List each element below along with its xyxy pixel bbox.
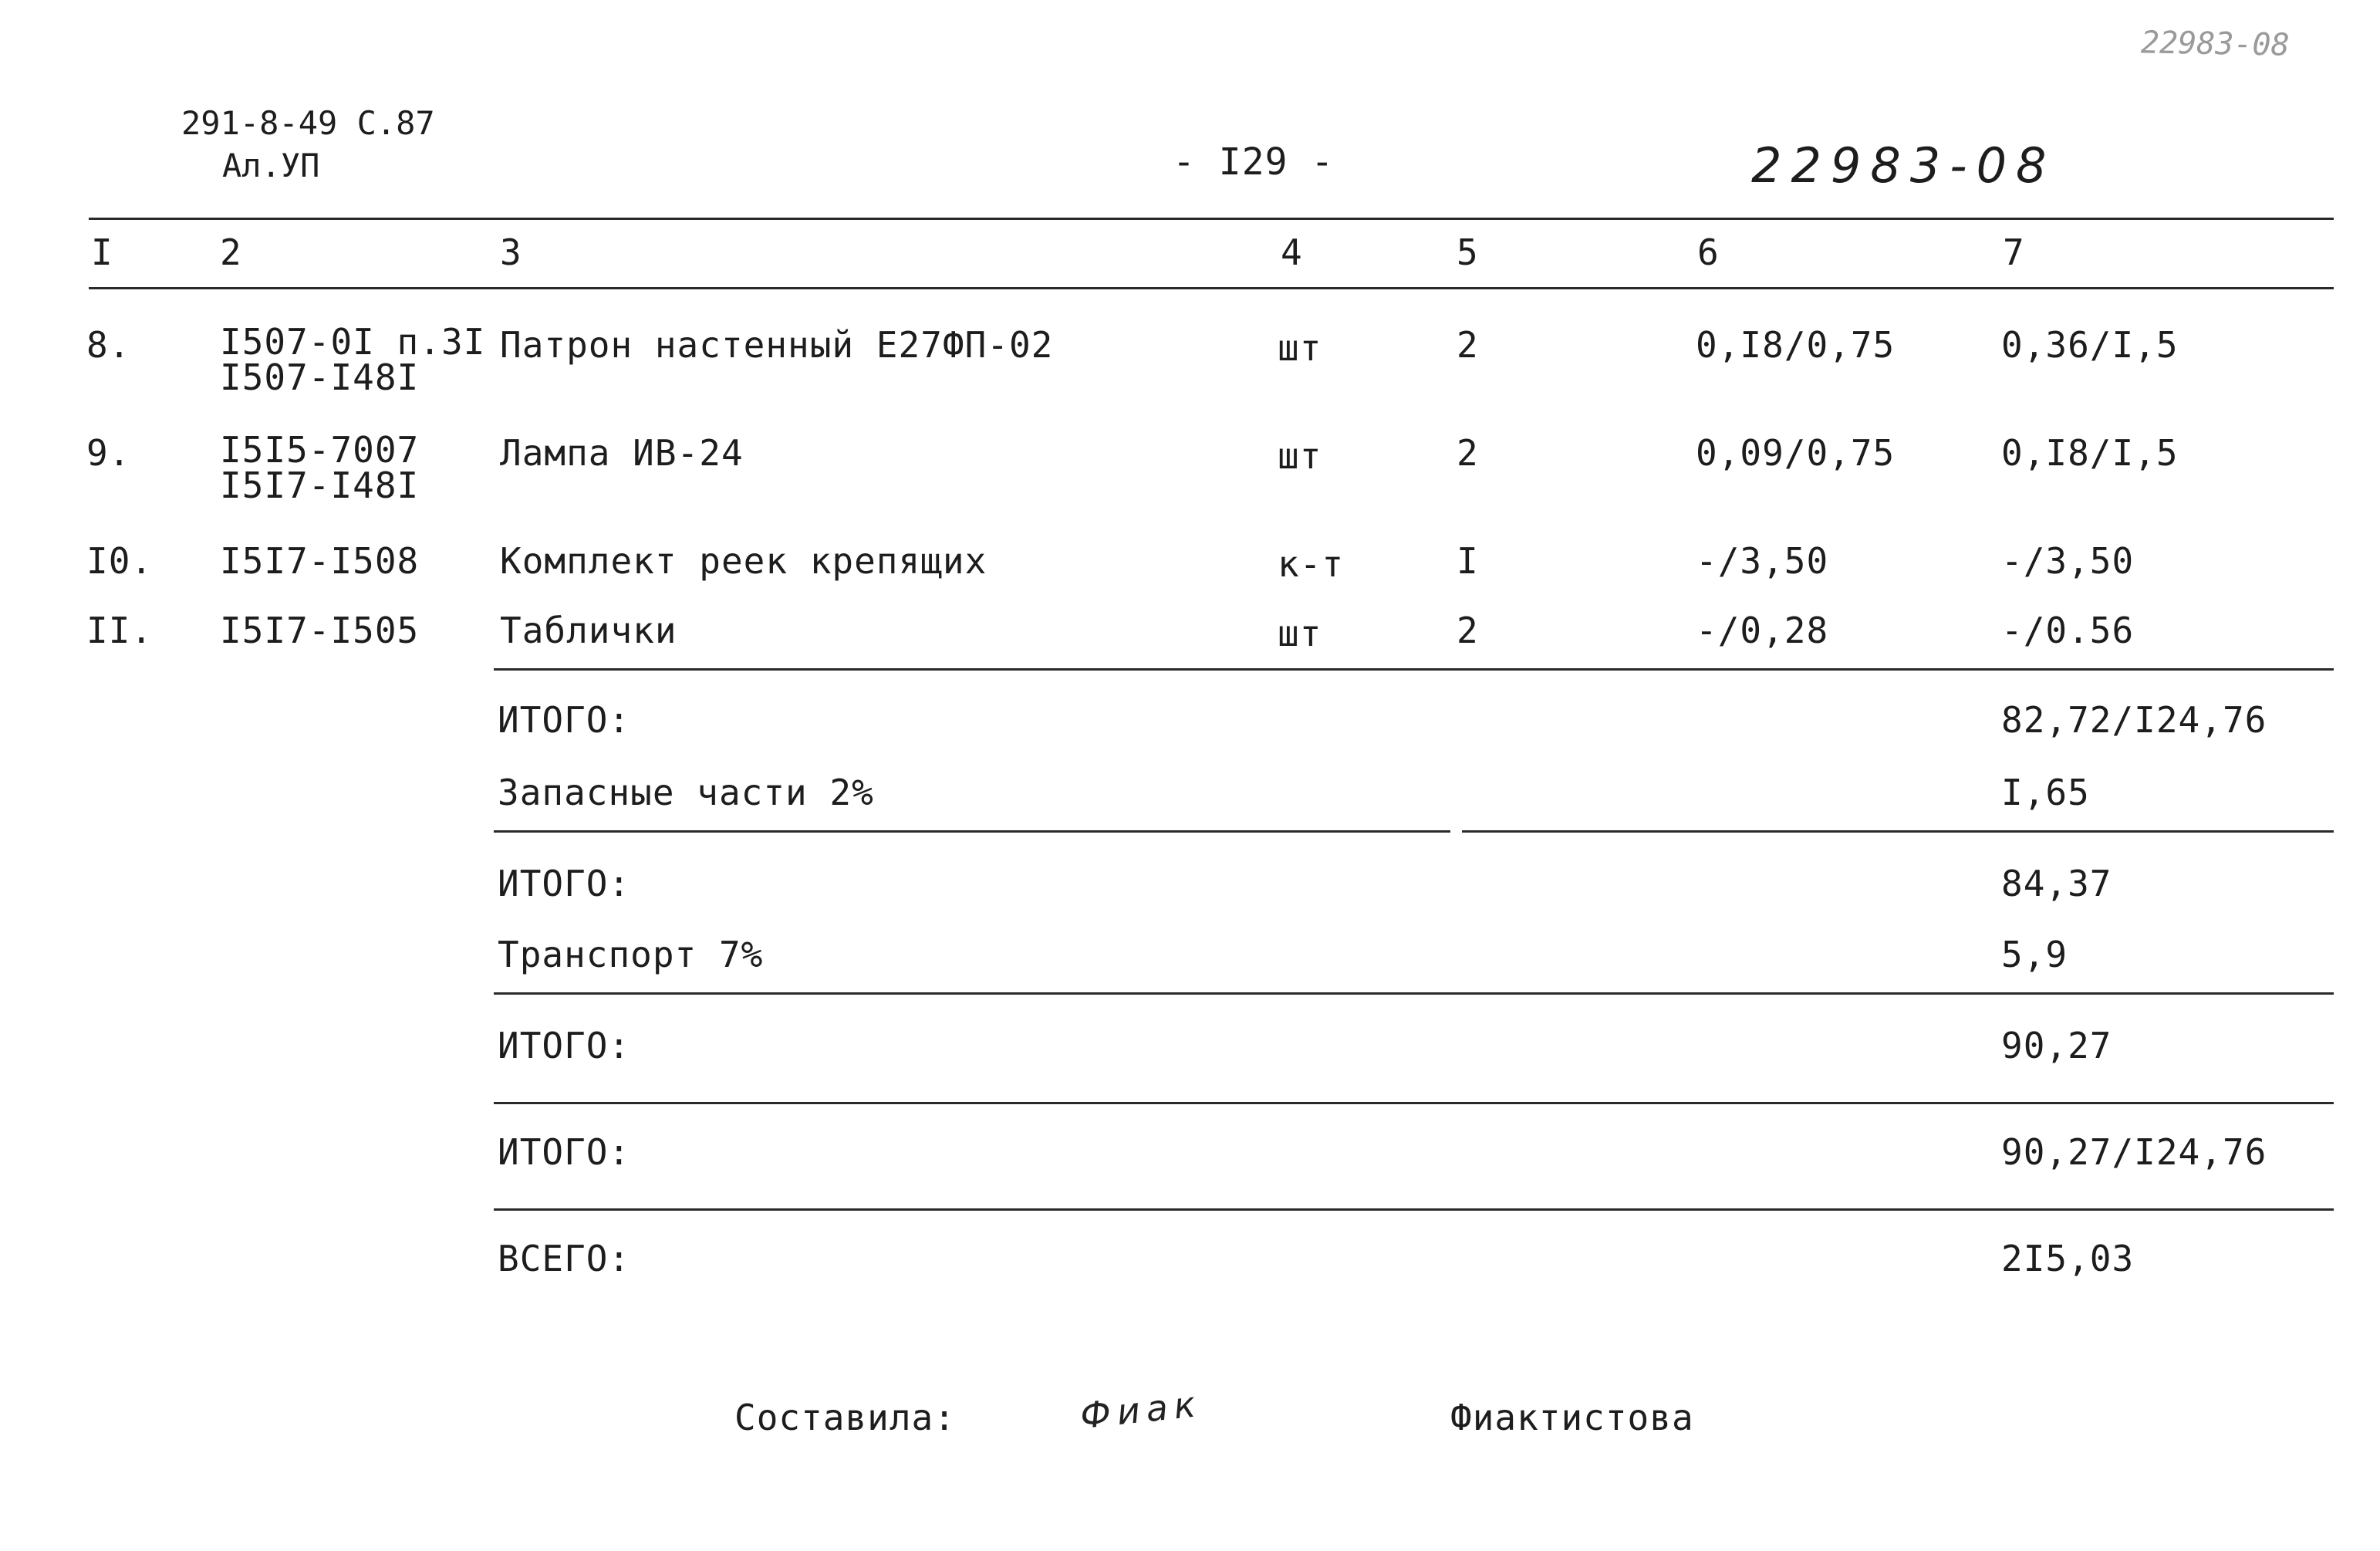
table-row-code: I5I5-7007 I5I7-I48I — [220, 429, 420, 506]
summary-label: ИТОГО: — [498, 1131, 631, 1173]
summary-value: 90,27 — [2001, 1025, 2112, 1066]
summary-label: Транспорт 7% — [498, 934, 764, 975]
table-row-unit: шт — [1278, 327, 1322, 369]
table-row-total: 0,36/I,5 — [2001, 324, 2179, 366]
summary-rule — [494, 992, 2334, 995]
table-row-qty: 2 — [1457, 324, 1479, 366]
corner-stamp: 22983-08 — [2140, 25, 2291, 63]
table-row-qty: 2 — [1457, 610, 1479, 651]
table-row-num: 9. — [86, 432, 131, 474]
grand-total-value: 2I5,03 — [2001, 1238, 2135, 1279]
summary-label: Запасные части 2% — [498, 772, 874, 813]
summary-value: 82,72/I24,76 — [2001, 699, 2267, 741]
signature: Фиак — [1078, 1382, 1204, 1438]
page-number: - I29 - — [1173, 140, 1335, 184]
table-row-num: II. — [86, 610, 154, 651]
table-row-price: -/0,28 — [1696, 610, 1829, 651]
grand-total-label: ВСЕГО: — [498, 1238, 631, 1279]
summary-value: 5,9 — [2001, 934, 2068, 975]
table-row-unit: шт — [1278, 613, 1322, 654]
column-header-2: 2 — [220, 231, 242, 273]
column-header-6: 6 — [1697, 231, 1720, 273]
summary-label: ИТОГО: — [498, 863, 631, 904]
summary-value: I,65 — [2001, 772, 2090, 813]
column-header-3: 3 — [500, 231, 522, 273]
compiler-name: Фиактистова — [1450, 1397, 1694, 1438]
compiled-by-label: Составила: — [734, 1397, 956, 1438]
table-row-unit: шт — [1278, 435, 1322, 477]
column-header-5: 5 — [1457, 231, 1479, 273]
summary-value: 90,27/I24,76 — [2001, 1131, 2267, 1173]
table-row-name: Таблички — [500, 610, 677, 651]
column-header-7: 7 — [2003, 231, 2025, 273]
summary-rule — [494, 830, 1450, 833]
table-row-code: I5I7-I508 — [220, 540, 420, 582]
table-row-price: 0,09/0,75 — [1696, 432, 1896, 474]
table-row-unit: к-т — [1278, 543, 1345, 585]
reference-line-1: 291-8-49 С.87 — [181, 104, 435, 142]
table-row-name: Патрон настенный Е27ФП-02 — [500, 324, 1054, 366]
table-row-price: -/3,50 — [1696, 540, 1829, 582]
table-top-rule — [89, 218, 2334, 220]
table-row-name: Комплект реек крепящих — [500, 540, 987, 582]
summary-label: ИТОГО: — [498, 1025, 631, 1066]
table-row-price: 0,I8/0,75 — [1696, 324, 1896, 366]
summary-label: ИТОГО: — [498, 699, 631, 741]
reference-line-2: Ал.УП — [222, 147, 320, 184]
summary-rule — [1462, 830, 2334, 833]
table-row-qty: I — [1457, 540, 1479, 582]
table-row-code: I5I7-I505 — [220, 610, 420, 651]
table-row-total: 0,I8/I,5 — [2001, 432, 2179, 474]
table-row-num: 8. — [86, 324, 131, 366]
table-row-name: Лампа ИВ-24 — [500, 432, 744, 474]
table-row-code: I507-0I п.3I I507-I48I — [220, 321, 486, 398]
summary-rule — [494, 1102, 2334, 1104]
table-row-total: -/0.56 — [2001, 610, 2135, 651]
table-header-rule — [89, 287, 2334, 289]
column-header-1: I — [91, 231, 113, 273]
table-row-num: I0. — [86, 540, 154, 582]
summary-rule — [494, 668, 2334, 671]
summary-value: 84,37 — [2001, 863, 2112, 904]
table-row-total: -/3,50 — [2001, 540, 2135, 582]
table-row-qty: 2 — [1457, 432, 1479, 474]
summary-rule — [494, 1208, 2334, 1211]
column-header-4: 4 — [1281, 231, 1303, 273]
document-number: 22983-08 — [1751, 137, 2056, 194]
